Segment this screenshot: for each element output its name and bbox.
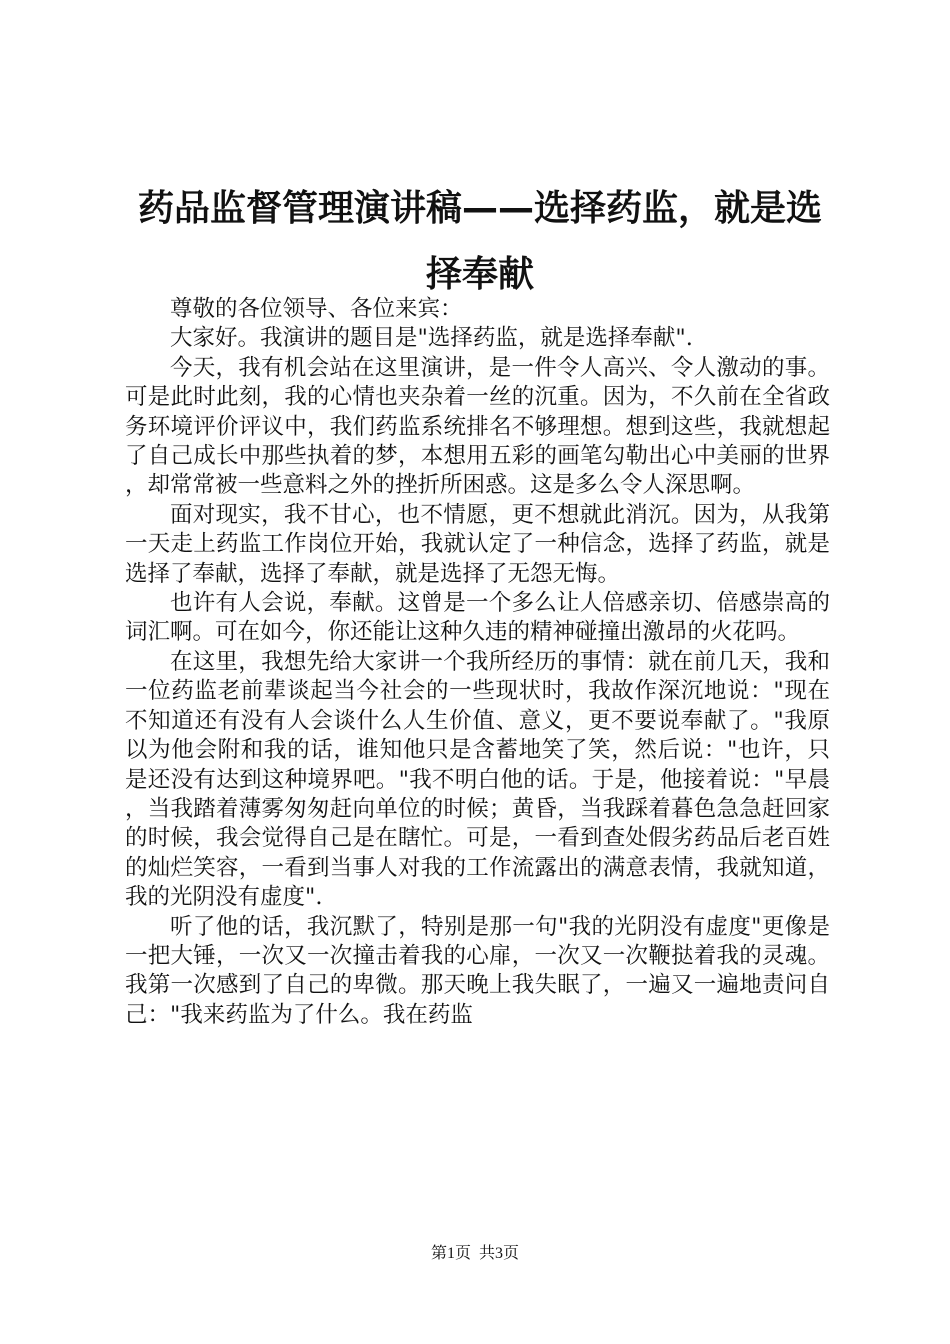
paragraph: 在这里，我想先给大家讲一个我所经历的事情：就在前几天，我和一位药监老前辈谈起当今社会的一些现状时，我故作深沉地说："现在不知道还有没有人会谈什么人生价值、意义，更不要说奉献了。"我原以为他会附和我的话，谁知他只是含蓄地笑了笑，然后说："也许，只是还没有达到这种境界吧。"我不明白他的话。于是，他接着说："早晨，当我踏着薄雾匆匆赶向单位的时候；黄昏，当我踩着暮色急急赶回家的时候，我会觉得自己是在瞎忙。可是，一看到查处假劣药品后老百姓的灿烂笑容，一看到当事人对我的工作流露出的满意表情，我就知道，我的光阴没有虚度".	[125, 648, 830, 911]
document-body	[125, 295, 830, 1030]
paragraph-salutation: 尊敬的各位领导、各位来宾：	[170, 296, 463, 322]
paragraph: 面对现实，我不甘心，也不情愿，更不想就此消沉。因为，从我第一天走上药监工作岗位开始，我就认定了一种信念，选择了药监，就是选择了奉献，选择了奉献，就是选择了无怨无悔。	[125, 501, 830, 587]
document-title: 药品监督管理演讲稿——选择药监，就是选择奉献	[137, 188, 822, 295]
page-number-label: 第1页 共3页	[430, 1245, 519, 1262]
paragraph: 也许有人会说，奉献。这曾是一个多么让人倍感亲切、倍感崇高的词汇啊。可在如今，你还能让这种久违的精神碰撞出激昂的火花吗。	[125, 590, 830, 646]
paragraph: 听了他的话，我沉默了，特别是那一句"我的光阴没有虚度"更像是一把大锤，一次又一次撞击着我的心扉，一次又一次鞭挞着我的灵魂。我第一次感到了自己的卑微。那天晚上我失眠了，一遍又一遍地责问自己："我来药监为了什么。我在药监	[125, 913, 830, 1028]
paragraph-greeting: 大家好。我演讲的题目是"选择药监，就是选择奉献".	[170, 325, 693, 352]
page-footer	[0, 1244, 950, 1264]
paragraph: 今天，我有机会站在这里演讲，是一件令人高兴、令人激动的事。可是此时此刻，我的心情也夹杂着一丝的沉重。因为，不久前在全省政务环境评价评议中，我们药监系统排名不够理想。想到这些，我就想起了自己成长中那些执着的梦，本想用五彩的画笔勾勒出心中美丽的世界，却常常被一些意料之外的挫折所困惑。这是多么令人深思啊。	[125, 354, 830, 499]
